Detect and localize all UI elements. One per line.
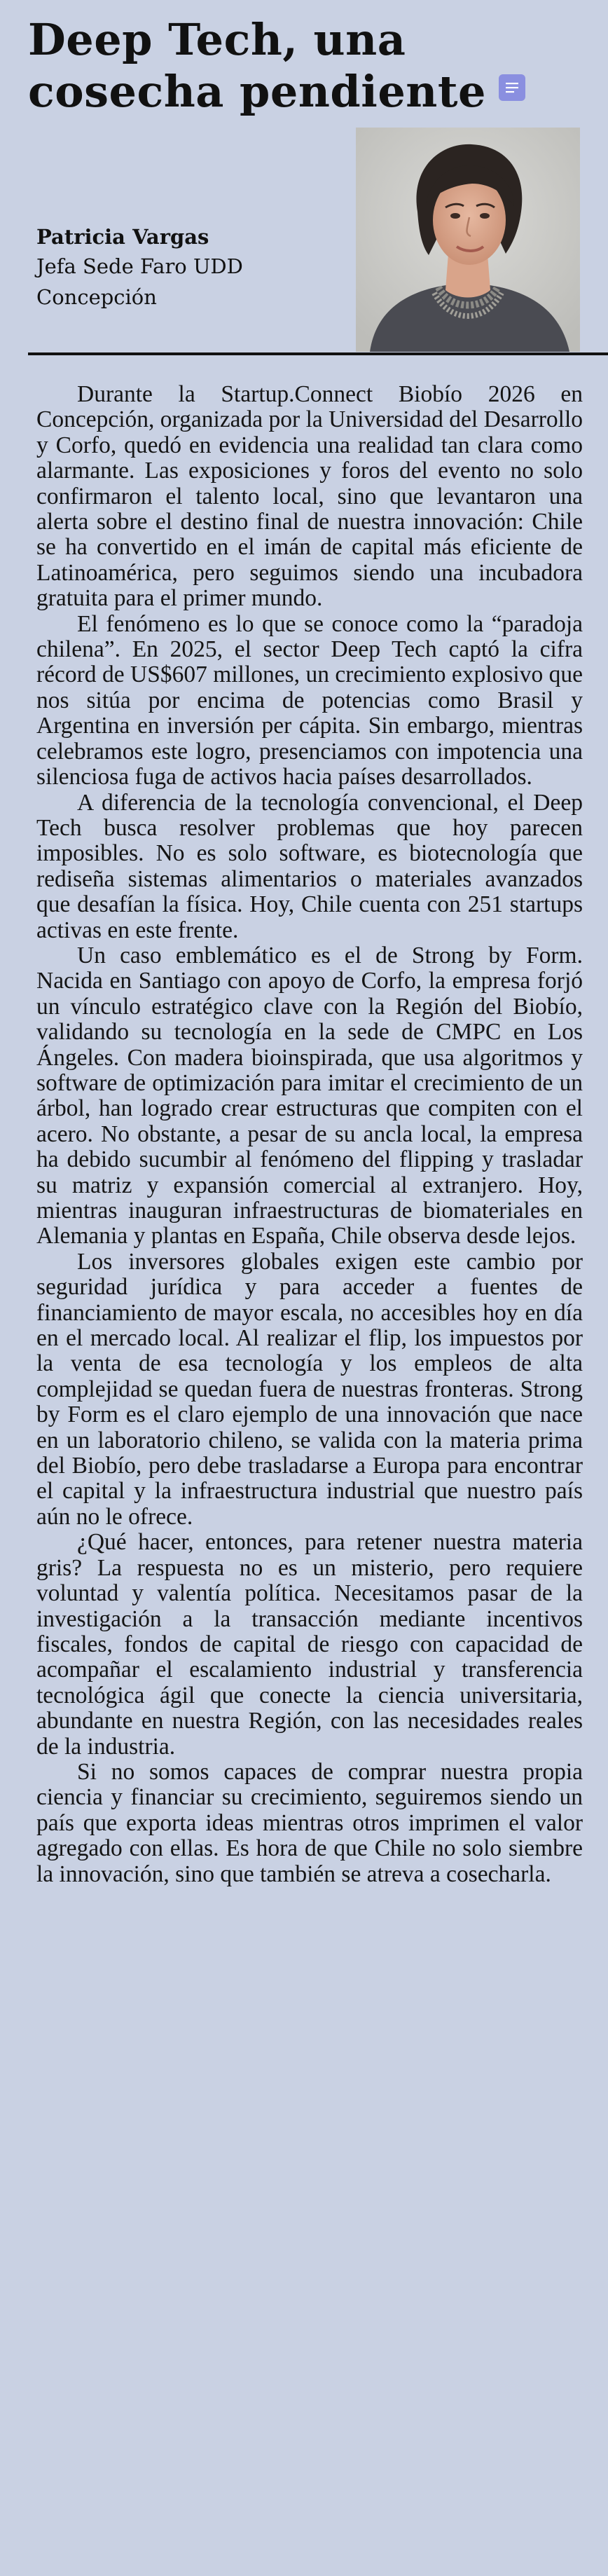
author-portrait-drawing bbox=[356, 128, 580, 352]
author-portrait bbox=[356, 128, 580, 352]
article-title bbox=[28, 14, 581, 118]
document-lines-icon[interactable] bbox=[499, 74, 525, 101]
header-divider bbox=[28, 352, 608, 355]
author-city: Concepción bbox=[36, 285, 157, 309]
paragraph: Un caso emblemático es el de Strong by Form. Nacida en Santiago con apoyo de Corfo, la empresa forjó un vínculo estratégico clave con la Región del Biobío, validando su tecnología en la sede de CMPC en Los Ángeles. Con madera bioinspirada, que usa algoritmos y software de optimización para imitar el crecimiento de un árbol, han logrado crear estructuras que compiten con el acero. No obstante, a pesar de su ancla local, la empresa ha debido sucumbir al fenómeno del flipping y trasladar su matriz y expansión comercial al extranjero. Hoy, mientras inauguran infraestructuras de biomateriales en Alemania y plantas en España, Chile observa desde lejos. bbox=[36, 942, 583, 1249]
author-role: Jefa Sede Faro UDD bbox=[36, 254, 243, 278]
paragraph: El fenómeno es lo que se conoce como la “paradoja chilena”. En 2025, el sector Deep Tech captó la cifra récord de US$607 millones, un crecimiento explosivo que nos sitúa por encima de potencias como Brasil y Argentina en inversión per cápita. Sin embargo, mientras celebramos este logro, presenciamos con impotencia una silenciosa fuga de activos hacia países desarrollados. bbox=[36, 610, 583, 790]
paragraph: Durante la Startup.Connect Biobío 2026 en Concepción, organizada por la Universidad del Desarrollo y Corfo, quedó en evidencia una realidad tan clara como alarmante. Las exposiciones y foros del evento no solo confirmaron el talento local, sino que levantaron una alerta sobre el destino final de nuestra innovación: Chile se ha convertido en el imán de capital más eficiente de Latinoamérica, pero seguimos siendo una incubadora gratuita para el primer mundo. bbox=[36, 381, 583, 612]
article-body bbox=[36, 382, 583, 1887]
author-byline bbox=[36, 223, 331, 313]
paragraph: A diferencia de la tecnología convencional, el Deep Tech busca resolver problemas que hoy parecen imposibles. No es solo software, es biotecnología que rediseña sistemas alimentarios o materiales avanzados que desafían la física. Hoy, Chile cuenta con 251 startups activas en este frente. bbox=[36, 789, 583, 943]
paragraph: ¿Qué hacer, entonces, para retener nuestra materia gris? La respuesta no es un misterio, pero requiere voluntad y valentía política. Necesitamos pasar de la investigación a la transacción mediante incentivos fiscales, fondos de capital de riesgo con capacidad de acompañar el escalamiento industrial y transferencia tecnológica ágil que conecte la ciencia universitaria, abundante en nuestra Región, con las necesidades reales de la industria. bbox=[36, 1529, 583, 1760]
paragraph: Si no somos capaces de comprar nuestra propia ciencia y financiar su crecimiento, seguiremos siendo un país que exporta ideas mientras otros imprimen el valor agregado con ellas. Es hora de que Chile no solo siembre la innovación, sino que también se atreva a cosecharla. bbox=[36, 1758, 583, 1887]
paragraph: Los inversores globales exigen este cambio por seguridad jurídica y para acceder a fuentes de financiamiento de mayor escala, no accesibles hoy en día en el mercado local. Al realizar el flip, los impuestos por la venta de esa tecnología y los empleos de alta complejidad se quedan fuera de nuestras fronteras. Strong by Form es el claro ejemplo de una innovación que nace en un laboratorio chileno, se valida con la materia prima del Biobío, pero debe trasladarse a Europa para encontrar el capital y la infraestructura industrial que nuestro país aún no le ofrece. bbox=[36, 1248, 583, 1530]
document-lines-glyph bbox=[505, 81, 519, 95]
author-name: Patricia Vargas bbox=[36, 225, 209, 249]
article-title-text: Deep Tech, una cosecha pendiente bbox=[28, 14, 486, 117]
